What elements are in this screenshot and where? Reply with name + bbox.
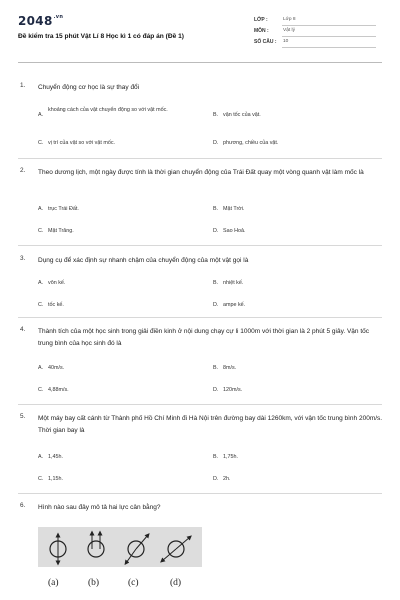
force-diagram-figure	[38, 527, 202, 567]
question-number: 3.	[20, 255, 26, 262]
question-divider	[18, 245, 382, 246]
option-text: tốc kế.	[48, 302, 64, 308]
meta-value: 10	[282, 39, 376, 48]
option-letter: D.	[213, 476, 219, 482]
option-text: khoảng cách của vật chuyển động so với vật mốc.	[48, 107, 168, 113]
option-text: vận tốc của vật.	[223, 112, 261, 118]
option-letter: D.	[213, 140, 219, 146]
meta-label: MÔN :	[254, 28, 269, 34]
question-divider	[18, 493, 382, 494]
option-letter: C.	[38, 476, 44, 482]
caption-c: (c)	[128, 578, 139, 588]
option-text: phương, chiều của vật.	[223, 140, 279, 146]
meta-row-class	[254, 16, 376, 27]
option-letter: D.	[213, 302, 219, 308]
question-number: 2.	[20, 167, 26, 174]
option-letter: A.	[38, 280, 44, 286]
option-letter: B.	[213, 112, 219, 118]
meta-value: Vật lý	[282, 28, 376, 37]
option-text: vôn kế.	[48, 280, 66, 286]
question-6	[20, 502, 384, 522]
question-text: Dụng cụ để xác định sự nhanh chậm của chuyển động của một vật gọi là	[38, 257, 249, 264]
option-text: nhiệt kế.	[223, 280, 244, 286]
option-letter: B.	[213, 454, 219, 460]
option-letter: A.	[38, 206, 44, 212]
question-text: Chuyển động cơ học là sự thay đổi	[38, 84, 140, 91]
option-letter: C.	[38, 302, 44, 308]
option-text: 4,88m/s.	[48, 387, 69, 393]
option-letter: C.	[38, 387, 44, 393]
option-text: trục Trái Đất.	[48, 206, 79, 212]
option-text: 40m/s.	[48, 365, 65, 371]
option-letter: B.	[213, 206, 219, 212]
caption-d: (d)	[170, 578, 182, 588]
option-letter: A.	[38, 454, 44, 460]
option-text: 1,45h.	[48, 454, 63, 460]
question-text: Theo dương lịch, một ngày được tính là thời gian chuyển động của Trái Đất quay một vòng quanh vật làm mốc là	[38, 169, 364, 176]
question-number: 1.	[20, 82, 26, 89]
question-4	[20, 326, 384, 396]
diagram-c	[126, 535, 148, 563]
page-title: Đề kiểm tra 15 phút Vật Lí 8 Học kì 1 có đáp án (Đề 1)	[18, 33, 184, 40]
header-divider	[18, 62, 382, 63]
question-number: 5.	[20, 413, 26, 420]
caption-b: (b)	[88, 578, 100, 588]
question-3	[20, 255, 384, 315]
option-text: vị trí của vật so với vật mốc.	[48, 140, 116, 146]
option-letter: B.	[213, 365, 219, 371]
diagram-b	[88, 533, 104, 557]
option-letter: C.	[38, 140, 44, 146]
option-text: Sao Hoả.	[223, 228, 246, 234]
diagram-a	[50, 535, 66, 563]
option-letter: A.	[38, 112, 44, 118]
question-divider	[18, 404, 382, 405]
option-text: 120m/s.	[223, 387, 243, 393]
option-text: 8m/s.	[223, 365, 237, 371]
option-letter: B.	[213, 280, 219, 286]
option-letter: D.	[213, 228, 219, 234]
question-2	[20, 167, 384, 237]
question-divider	[18, 158, 382, 159]
option-text: 1,15h.	[48, 476, 63, 482]
diagram-d	[162, 537, 190, 561]
option-letter: C.	[38, 228, 44, 234]
question-number: 6.	[20, 502, 26, 509]
option-text: 1,75h.	[223, 454, 238, 460]
force-diagram-svg	[38, 527, 202, 567]
option-text: 2h.	[223, 476, 231, 482]
option-letter: A.	[38, 365, 44, 371]
question-text: Thành tích của một học sinh trong giải điền kinh ở nội dung chạy cự li 1000m với thời gian là 2 phút 5 giây. Vận tốc trung bình của học sinh đó là	[38, 328, 370, 347]
meta-row-count	[254, 38, 376, 49]
question-text: Một máy bay cất cánh từ Thành phố Hồ Chí Minh đi Hà Nội trên đường bay dài 1260km, với vận tốc trung bình 200m/s. Thời gian bay là	[38, 415, 383, 434]
question-text: Hình nào sau đây mô tả hai lực cân bằng?	[38, 504, 161, 511]
option-text: ampe kế.	[223, 302, 246, 308]
meta-value: Lớp 8	[282, 17, 376, 26]
logo-main: 2048	[18, 14, 53, 28]
question-1	[20, 82, 384, 152]
exam-meta	[254, 16, 376, 49]
option-letter: D.	[213, 387, 219, 393]
question-number: 4.	[20, 326, 26, 333]
logo-suffix: .vn	[53, 14, 64, 20]
meta-label: SỐ CÂU :	[254, 39, 277, 45]
option-text: Mặt Trời.	[223, 206, 245, 212]
question-divider	[18, 317, 382, 318]
caption-a: (a)	[48, 578, 59, 588]
meta-row-subject	[254, 27, 376, 38]
question-5	[20, 413, 384, 483]
logo-text[interactable]	[18, 14, 63, 28]
meta-label: LỚP :	[254, 17, 268, 23]
option-text: Mặt Trăng.	[48, 228, 74, 234]
